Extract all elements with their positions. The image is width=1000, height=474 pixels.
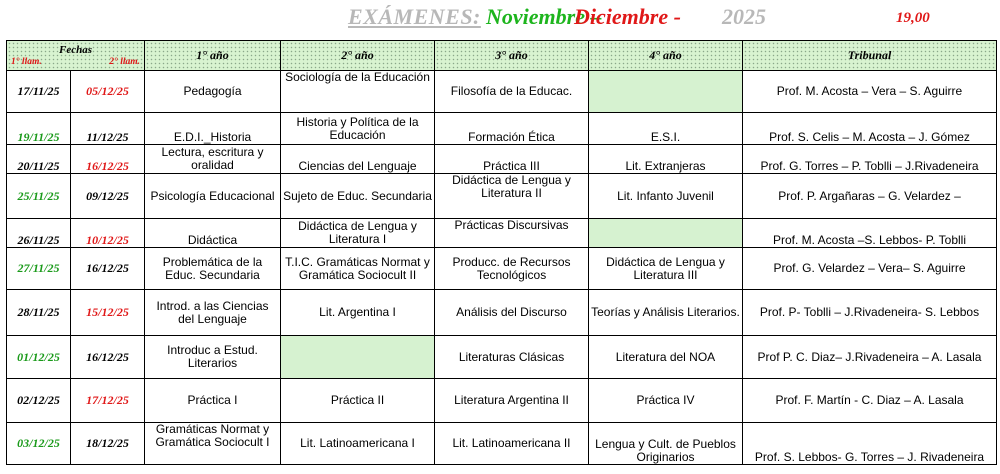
date-first-call: 27/11/25 — [7, 248, 71, 290]
page-title — [0, 4, 1000, 32]
date-second-call: 16/12/25 — [71, 336, 145, 379]
date-first-call: 26/11/25 — [7, 219, 71, 248]
fechas-header — [7, 41, 145, 71]
subject-year2: Lit. Argentina I — [281, 290, 435, 336]
title-year: 2025 — [722, 4, 766, 29]
exam-schedule-table — [6, 40, 997, 465]
subject-year4: Lengua y Cult. de Pueblos Originarios — [589, 423, 743, 465]
date-first-call: 17/11/25 — [7, 71, 71, 113]
title-code: 19,00 — [896, 10, 930, 26]
table-row — [7, 379, 997, 423]
date-second-call: 17/12/25 — [71, 379, 145, 423]
subject-year1: Práctica I — [145, 379, 281, 423]
subject-year4: Didáctica de Lengua y Literatura III — [589, 248, 743, 290]
subject-year1: Psicología Educacional — [145, 174, 281, 219]
table-row — [7, 248, 997, 290]
col-header-y3: 3° año — [435, 41, 589, 71]
subject-year2-empty — [281, 336, 435, 379]
title-diciembre: Diciembre - — [574, 4, 681, 29]
subject-year1: Introd. a las Ciencias del Lenguaje — [145, 290, 281, 336]
date-second-call: 10/12/25 — [71, 219, 145, 248]
subject-year3: Didáctica de Lengua y Literatura II — [435, 174, 589, 219]
table-row — [7, 71, 997, 113]
subject-year3: Práctica III — [435, 145, 589, 174]
table-row — [7, 336, 997, 379]
subject-year2: Historia y Política de la Educación — [281, 113, 435, 145]
tribunal: Prof. P. Argañaras – G. Velardez – — [743, 174, 997, 219]
subject-year1: Introduc a Estud. Literarios — [145, 336, 281, 379]
subject-year2: Didáctica de Lengua y Literatura I — [281, 219, 435, 248]
subject-year4-empty — [589, 219, 743, 248]
subject-year3: Lit. Latinoamericana II — [435, 423, 589, 465]
tribunal: Prof P. C. Diaz– J.Rivadeneira – A. Lasala — [743, 336, 997, 379]
col-header-tribunal: Tribunal — [743, 41, 997, 71]
tribunal: Prof. S. Lebbos- G. Torres – J. Rivadeneira — [743, 423, 997, 465]
subject-year2: Sujeto de Educ. Secundaria — [281, 174, 435, 219]
subject-year3: Literatura Argentina II — [435, 379, 589, 423]
llam2-label: 2° llam. — [109, 56, 140, 67]
date-first-call: 28/11/25 — [7, 290, 71, 336]
date-second-call: 16/12/25 — [71, 248, 145, 290]
subject-year1: Didáctica — [145, 219, 281, 248]
date-first-call: 19/11/25 — [7, 113, 71, 145]
tribunal: Prof. G. Velardez – Vera– S. Aguirre — [743, 248, 997, 290]
title-noviembre: Noviembre – — [486, 4, 602, 29]
title-examenes: EXÁMENES: — [348, 4, 481, 29]
col-header-y2: 2° año — [281, 41, 435, 71]
tribunal: Prof. G. Torres – P. Toblli – J.Rivadeneira — [743, 145, 997, 174]
subject-year2: Ciencias del Lenguaje — [281, 145, 435, 174]
subject-year4: Lit. Extranjeras — [589, 145, 743, 174]
subject-year3: Producc. de Recursos Tecnológicos — [435, 248, 589, 290]
tribunal: Prof. M. Acosta –S. Lebbos- P. Toblli — [743, 219, 997, 248]
subject-year1: Gramáticas Normat y Gramática Sociocult I — [145, 423, 281, 465]
date-second-call: 16/12/25 — [71, 145, 145, 174]
subject-year2: Lit. Latinoamericana I — [281, 423, 435, 465]
subject-year4: E.S.I. — [589, 113, 743, 145]
date-first-call: 03/12/25 — [7, 423, 71, 465]
header-row — [7, 41, 997, 71]
subject-year2: Práctica II — [281, 379, 435, 423]
subject-year4: Lit. Infanto Juvenil — [589, 174, 743, 219]
subject-year3: Literaturas Clásicas — [435, 336, 589, 379]
subject-year1: E.D.I._Historia — [145, 113, 281, 145]
date-second-call: 11/12/25 — [71, 113, 145, 145]
tribunal: Prof. M. Acosta – Vera – S. Aguirre — [743, 71, 997, 113]
subject-year4: Práctica IV — [589, 379, 743, 423]
table-row — [7, 423, 997, 465]
subject-year1: Problemática de la Educ. Secundaria — [145, 248, 281, 290]
subject-year4: Literatura del NOA — [589, 336, 743, 379]
subject-year2: Sociología de la Educación — [281, 71, 435, 113]
date-second-call: 15/12/25 — [71, 290, 145, 336]
date-first-call: 20/11/25 — [7, 145, 71, 174]
date-second-call: 18/12/25 — [71, 423, 145, 465]
table-row — [7, 174, 997, 219]
table-row — [7, 290, 997, 336]
subject-year3: Filosofía de la Educac. — [435, 71, 589, 113]
subject-year3: Prácticas Discursivas — [435, 219, 589, 248]
tribunal: Prof. S. Celis – M. Acosta – J. Gómez — [743, 113, 997, 145]
subject-year4: Teorías y Análisis Literarios. — [589, 290, 743, 336]
subject-year4-empty — [589, 71, 743, 113]
subject-year1: Lectura, escritura y oralidad — [145, 145, 281, 174]
table-row — [7, 113, 997, 145]
subject-year1: Pedagogía — [145, 71, 281, 113]
subject-year3: Formación Ética — [435, 113, 589, 145]
table-row — [7, 219, 997, 248]
date-second-call: 05/12/25 — [71, 71, 145, 113]
subject-year3: Análisis del Discurso — [435, 290, 589, 336]
date-second-call: 09/12/25 — [71, 174, 145, 219]
date-first-call: 25/11/25 — [7, 174, 71, 219]
subject-year2: T.I.C. Gramáticas Normat y Gramática Sociocult II — [281, 248, 435, 290]
llam1-label: 1° llam. — [11, 56, 42, 67]
col-header-y4: 4° año — [589, 41, 743, 71]
table-row — [7, 145, 997, 174]
tribunal: Prof. P- Toblli – J.Rivadeneira- S. Lebbos — [743, 290, 997, 336]
date-first-call: 02/12/25 — [7, 379, 71, 423]
tribunal: Prof. F. Martín - C. Diaz – A. Lasala — [743, 379, 997, 423]
col-header-y1: 1° año — [145, 41, 281, 71]
fechas-label: Fechas — [59, 43, 92, 56]
date-first-call: 01/12/25 — [7, 336, 71, 379]
